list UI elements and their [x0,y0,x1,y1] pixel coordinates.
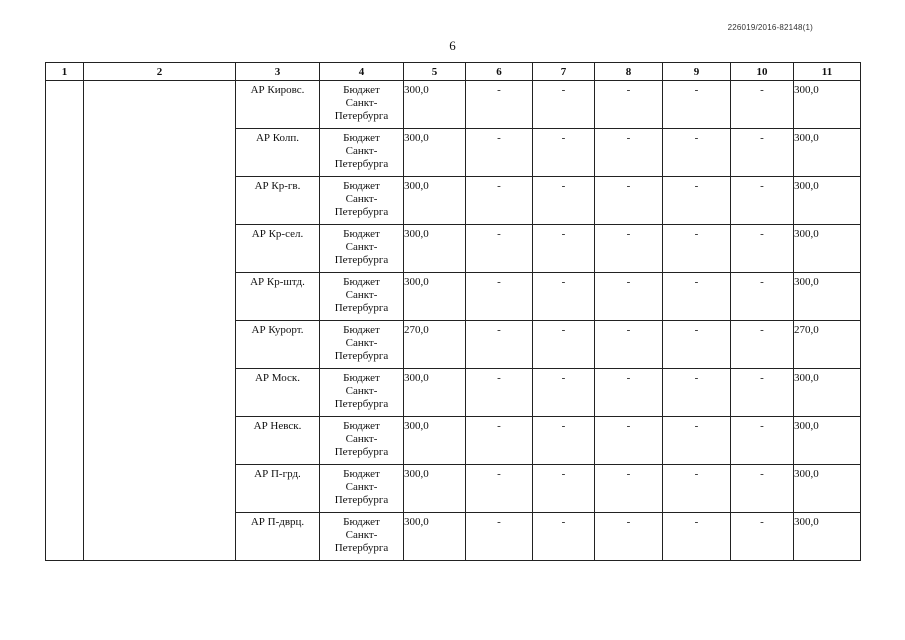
region-cell: АР Кр-гв. [236,177,320,225]
col-6-cell: - [466,513,533,561]
total-cell: 300,0 [794,369,861,417]
column-header: 11 [794,63,861,81]
col-10-cell: - [731,225,794,273]
col-6-cell: - [466,273,533,321]
col-8-cell: - [595,273,663,321]
source-line: Бюджет [343,180,380,192]
amount-cell: 270,0 [404,321,466,369]
source-line: Санкт- [345,337,378,349]
column-2-merged-cell [84,81,236,561]
col-7-cell: - [533,465,595,513]
funding-source-cell [320,225,404,273]
region-cell: АР Кр-сел. [236,225,320,273]
col-8-cell: - [595,369,663,417]
col-10-cell: - [731,369,794,417]
region-cell: АР П-грд. [236,465,320,513]
source-line: Бюджет [343,468,380,480]
table-body [46,81,861,561]
column-header: 3 [236,63,320,81]
source-line: Бюджет [343,84,380,96]
source-line: Петербурга [334,398,389,410]
col-10-cell: - [731,513,794,561]
col-8-cell: - [595,81,663,129]
amount-cell: 300,0 [404,225,466,273]
total-cell: 300,0 [794,177,861,225]
table-header [46,63,861,81]
col-9-cell: - [663,225,731,273]
amount-cell: 300,0 [404,273,466,321]
funding-source-cell [320,369,404,417]
col-6-cell: - [466,81,533,129]
total-cell: 300,0 [794,81,861,129]
col-8-cell: - [595,177,663,225]
document-id: 226019/2016-82148(1) [727,23,813,32]
col-9-cell: - [663,177,731,225]
col-9-cell: - [663,129,731,177]
source-line: Петербурга [334,302,389,314]
col-8-cell: - [595,417,663,465]
col-8-cell: - [595,321,663,369]
region-cell: АР Моск. [236,369,320,417]
funding-source-cell [320,417,404,465]
col-10-cell: - [731,465,794,513]
col-6-cell: - [466,369,533,417]
budget-table [45,62,861,561]
col-9-cell: - [663,321,731,369]
amount-cell: 300,0 [404,81,466,129]
col-6-cell: - [466,177,533,225]
column-header: 8 [595,63,663,81]
col-9-cell: - [663,417,731,465]
col-7-cell: - [533,273,595,321]
col-7-cell: - [533,177,595,225]
col-9-cell: - [663,513,731,561]
amount-cell: 300,0 [404,129,466,177]
column-header: 9 [663,63,731,81]
column-header: 10 [731,63,794,81]
col-6-cell: - [466,417,533,465]
amount-cell: 300,0 [404,513,466,561]
funding-source-cell [320,513,404,561]
col-7-cell: - [533,225,595,273]
table-row [46,81,861,129]
col-10-cell: - [731,81,794,129]
source-line: Петербурга [334,542,389,554]
source-line: Санкт- [345,481,378,493]
region-cell: АР Невск. [236,417,320,465]
header-row [46,63,861,81]
col-9-cell: - [663,81,731,129]
amount-cell: 300,0 [404,417,466,465]
column-1-merged-cell [46,81,84,561]
total-cell: 300,0 [794,417,861,465]
col-7-cell: - [533,129,595,177]
funding-source-cell [320,273,404,321]
amount-cell: 300,0 [404,177,466,225]
col-7-cell: - [533,369,595,417]
col-9-cell: - [663,369,731,417]
source-line: Бюджет [343,276,380,288]
col-8-cell: - [595,129,663,177]
col-10-cell: - [731,417,794,465]
source-line: Санкт- [345,241,378,253]
total-cell: 300,0 [794,465,861,513]
col-6-cell: - [466,465,533,513]
source-line: Бюджет [343,420,380,432]
col-9-cell: - [663,273,731,321]
col-8-cell: - [595,225,663,273]
region-cell: АР Кировс. [236,81,320,129]
col-8-cell: - [595,465,663,513]
col-8-cell: - [595,513,663,561]
col-7-cell: - [533,417,595,465]
col-10-cell: - [731,177,794,225]
funding-source-cell [320,465,404,513]
column-header: 1 [46,63,84,81]
amount-cell: 300,0 [404,465,466,513]
total-cell: 270,0 [794,321,861,369]
source-line: Санкт- [345,145,378,157]
source-line: Санкт- [345,529,378,541]
total-cell: 300,0 [794,513,861,561]
funding-source-cell [320,129,404,177]
source-line: Санкт- [345,289,378,301]
source-line: Петербурга [334,206,389,218]
col-6-cell: - [466,129,533,177]
column-header: 2 [84,63,236,81]
col-7-cell: - [533,81,595,129]
source-line: Санкт- [345,97,378,109]
source-line: Бюджет [343,228,380,240]
total-cell: 300,0 [794,225,861,273]
region-cell: АР Курорт. [236,321,320,369]
col-10-cell: - [731,273,794,321]
source-line: Петербурга [334,350,389,362]
column-header: 4 [320,63,404,81]
source-line: Петербурга [334,110,389,122]
source-line: Петербурга [334,446,389,458]
total-cell: 300,0 [794,129,861,177]
column-header: 6 [466,63,533,81]
source-line: Петербурга [334,494,389,506]
source-line: Бюджет [343,324,380,336]
column-header: 7 [533,63,595,81]
col-10-cell: - [731,321,794,369]
region-cell: АР Кр-штд. [236,273,320,321]
col-6-cell: - [466,225,533,273]
col-7-cell: - [533,513,595,561]
funding-source-cell [320,177,404,225]
col-6-cell: - [466,321,533,369]
source-line: Санкт- [345,385,378,397]
funding-source-cell [320,81,404,129]
source-line: Санкт- [345,433,378,445]
source-line: Бюджет [343,372,380,384]
source-line: Бюджет [343,132,380,144]
col-9-cell: - [663,465,731,513]
source-line: Санкт- [345,193,378,205]
page-number: 6 [449,38,456,53]
total-cell: 300,0 [794,273,861,321]
col-7-cell: - [533,321,595,369]
column-header: 5 [404,63,466,81]
amount-cell: 300,0 [404,369,466,417]
source-line: Бюджет [343,516,380,528]
source-line: Петербурга [334,158,389,170]
region-cell: АР Колп. [236,129,320,177]
region-cell: АР П-дврц. [236,513,320,561]
source-line: Петербурга [334,254,389,266]
col-10-cell: - [731,129,794,177]
funding-source-cell [320,321,404,369]
